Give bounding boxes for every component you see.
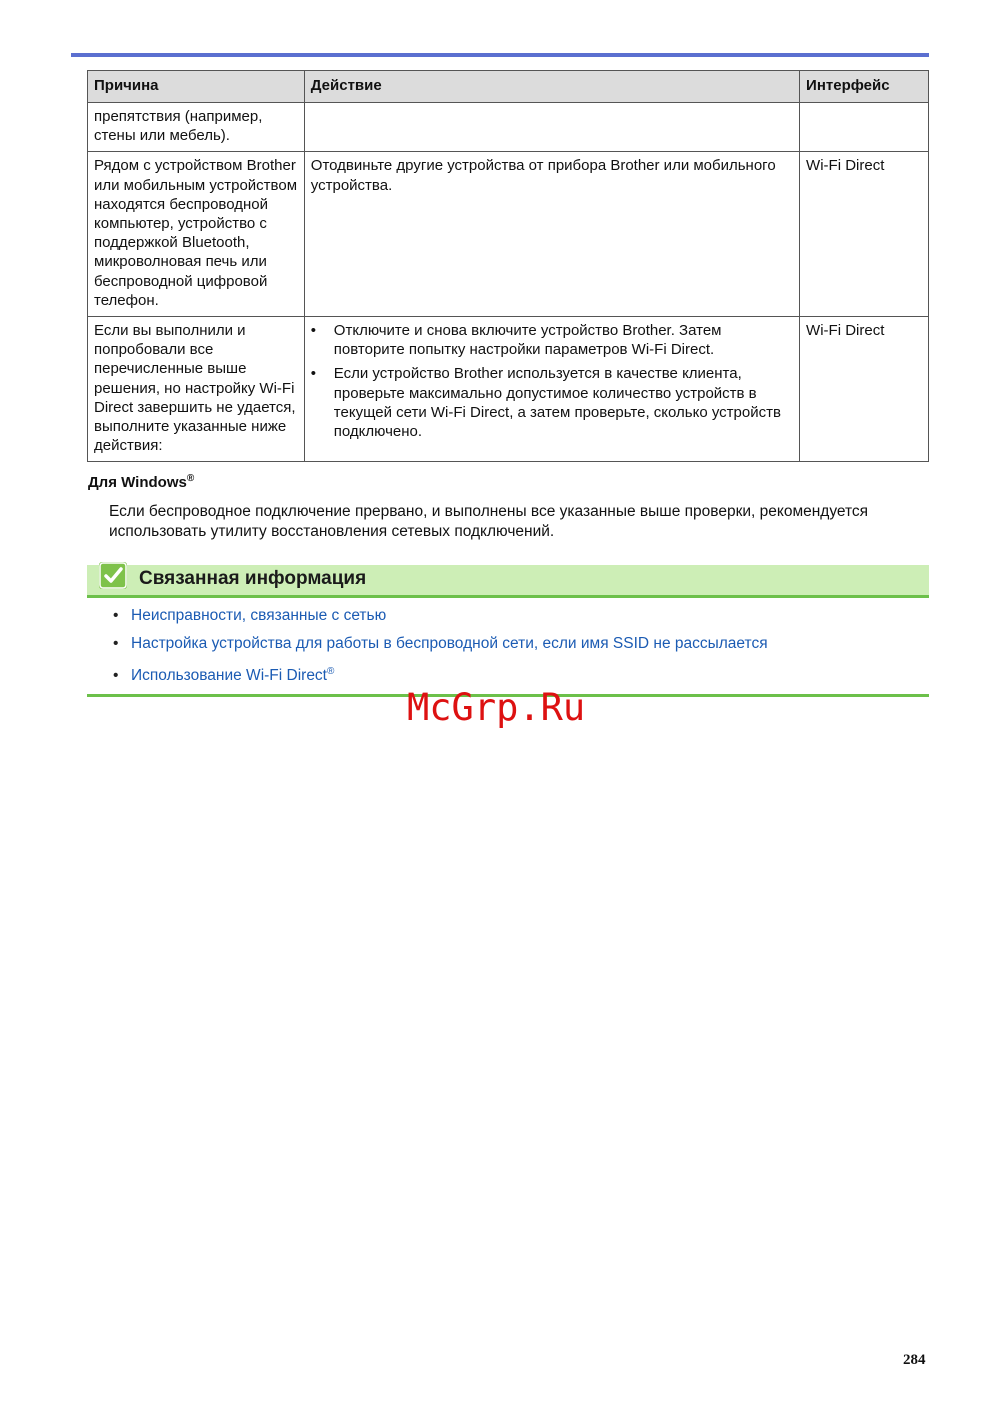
page-number: 284: [903, 1352, 926, 1368]
table-row: [88, 103, 929, 152]
header-action: Действие: [304, 71, 799, 103]
action-item-text: Отключите и снова включите устройство Brother. Затем повторите попытку настройки параметров Wi-Fi Direct.: [333, 322, 722, 359]
cell-action: [304, 103, 799, 152]
checkmark-icon: [99, 562, 127, 589]
list-item: [113, 605, 768, 633]
cell-cause: Рядом с устройством Brother или мобильным устройством находятся беспроводной компьютер, устройство с поддержкой Bluetooth, микроволновая печь или беспроводной цифровой телефон.: [88, 152, 305, 317]
table-row: [88, 317, 929, 462]
top-rule: [71, 53, 929, 57]
windows-text: Если беспроводное подключение прервано, и выполнены все указанные выше проверки, рекомендуется использовать утилиту восстановления сетевых подключений.: [109, 503, 869, 540]
registered-mark: ®: [186, 473, 195, 484]
registered-mark: ®: [327, 666, 335, 677]
list-item: [113, 661, 768, 689]
cell-cause: Если вы выполнили и попробовали все перечисленные выше решения, но настройку Wi-Fi Direct завершить не удается, выполните указанные ниже действия:: [88, 317, 305, 462]
bullet: •: [310, 365, 317, 383]
table-row: [88, 152, 929, 317]
cell-action: [304, 317, 799, 462]
related-info-title: Связанная информация: [139, 568, 367, 589]
link-ssid-not-broadcast[interactable]: Настройка устройства для работы в беспроводной сети, если имя SSID не рассылается: [131, 635, 768, 652]
watermark: McGrp.Ru: [407, 686, 586, 729]
bullet: •: [113, 607, 119, 624]
cell-interface: Wi-Fi Direct: [800, 152, 929, 317]
windows-heading-text: Для Windows: [88, 474, 187, 491]
table-header-row: [88, 71, 929, 103]
header-interface: Интерфейс: [800, 71, 929, 103]
bullet: •: [310, 322, 317, 340]
action-item-text: Если устройство Brother используется в качестве клиента, проверьте максимально допустимое количество устройств в текущей сети Wi-Fi Direct, а затем проверьте, сколько устройств подключено.: [333, 365, 781, 441]
troubleshooting-table: [87, 70, 929, 462]
link-wifi-direct[interactable]: Использование Wi-Fi Direct: [131, 667, 327, 685]
related-links: [113, 605, 768, 689]
cell-action: Отодвиньте другие устройства от прибора Brother или мобильного устройства.: [304, 152, 799, 317]
windows-heading: [88, 473, 194, 491]
bullet: •: [113, 667, 119, 685]
list-item: [113, 633, 768, 661]
cell-interface: Wi-Fi Direct: [800, 317, 929, 462]
link-network-problems[interactable]: Неисправности, связанные с сетью: [131, 607, 387, 624]
list-item: [311, 364, 793, 441]
header-cause: Причина: [88, 71, 305, 103]
action-list: [311, 321, 793, 441]
list-item: [311, 321, 793, 359]
cell-cause: препятствия (например, стены или мебель).: [88, 103, 305, 152]
bullet: •: [113, 635, 119, 652]
cell-interface: [800, 103, 929, 152]
